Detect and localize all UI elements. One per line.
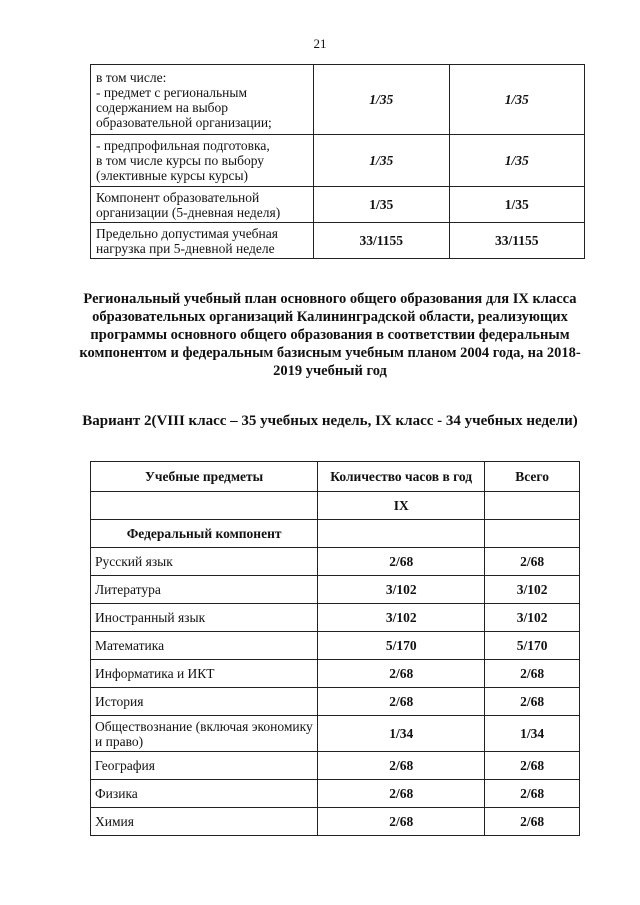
hours-cell: 2/68: [318, 780, 485, 808]
hours-cell: 2/68: [318, 548, 485, 576]
grade-cell: IX: [318, 492, 485, 520]
table-row: [91, 780, 580, 808]
curriculum-table: [90, 461, 580, 836]
hours-cell: 3/102: [318, 604, 485, 632]
total-cell: 1/35: [449, 135, 584, 187]
empty-cell: [485, 492, 580, 520]
table-row: [91, 135, 585, 187]
variant-heading: Вариант 2(VIII класс – 35 учебных недель, IX класс - 34 учебных недели): [82, 413, 578, 429]
total-cell: 3/102: [485, 604, 580, 632]
hours-cell: 5/170: [318, 632, 485, 660]
section-label: Федеральный компонент: [91, 520, 318, 548]
row-label: [91, 223, 314, 259]
hours-cell: 1/35: [314, 187, 449, 223]
table-row: [91, 548, 580, 576]
table-row: [91, 808, 580, 836]
total-cell: 33/1155: [449, 223, 584, 259]
total-cell: 3/102: [485, 576, 580, 604]
hours-cell: 33/1155: [314, 223, 449, 259]
total-cell: 5/170: [485, 632, 580, 660]
hours-cell: 2/68: [318, 660, 485, 688]
table-row: [91, 576, 580, 604]
total-cell: 1/35: [449, 65, 584, 135]
hours-cell: 2/68: [318, 752, 485, 780]
total-cell: 2/68: [485, 660, 580, 688]
total-cell: 2/68: [485, 548, 580, 576]
label-line: образовательной организации;: [96, 114, 272, 130]
table-row: [91, 688, 580, 716]
subject-cell: История: [91, 688, 318, 716]
total-cell: 1/35: [449, 187, 584, 223]
hours-cell: 2/68: [318, 808, 485, 836]
label-line: организации (5-дневная неделя): [96, 204, 281, 220]
total-cell: 2/68: [485, 688, 580, 716]
row-label: [91, 135, 314, 187]
section-row: [91, 520, 580, 548]
subject-cell: Обществознание (включая экономику и право): [91, 716, 318, 752]
total-cell: 2/68: [485, 808, 580, 836]
total-cell: 2/68: [485, 780, 580, 808]
label-line: Компонент образовательной: [96, 189, 260, 205]
subject-cell: Физика: [91, 780, 318, 808]
subject-cell: География: [91, 752, 318, 780]
hours-header: Количество часов в год: [318, 462, 485, 492]
plan-title: Региональный учебный план основного общего образования для IX класса образовательных организаций Калининградской области, реализующих программы основного общего образования в соответствии федеральным компонентом и федеральным базисным учебным планом 2004 года, на 2018-2019 учебный год: [79, 291, 581, 379]
subject-cell: Иностранный язык: [91, 604, 318, 632]
table-row: [91, 660, 580, 688]
subject-cell: Математика: [91, 632, 318, 660]
label-line: - предмет с региональным: [96, 84, 248, 100]
page-number: 21: [313, 36, 327, 51]
total-cell: 2/68: [485, 752, 580, 780]
hours-cell: 1/34: [318, 716, 485, 752]
label-line: в том числе курсы по выбору: [96, 153, 265, 168]
table-row: [91, 632, 580, 660]
table-row: [91, 752, 580, 780]
hours-cell: 2/68: [318, 688, 485, 716]
total-cell: 1/34: [485, 716, 580, 752]
table-row: [91, 604, 580, 632]
empty-cell: [91, 492, 318, 520]
row-label: [91, 187, 314, 223]
subject-cell: Информатика и ИКТ: [91, 660, 318, 688]
row-label: [91, 65, 314, 135]
table-row: [91, 65, 585, 135]
hours-cell: 1/35: [314, 135, 449, 187]
table-row: [91, 223, 585, 259]
grade-row: [91, 492, 580, 520]
label-line: нагрузка при 5-дневной неделе: [96, 240, 275, 256]
total-header: Всего: [485, 462, 580, 492]
hours-cell: 1/35: [314, 65, 449, 135]
header-row: [91, 462, 580, 492]
subject-cell: Русский язык: [91, 548, 318, 576]
subject-cell: Химия: [91, 808, 318, 836]
empty-cell: [318, 520, 485, 548]
empty-cell: [485, 520, 580, 548]
hours-cell: 3/102: [318, 576, 485, 604]
label-line: (элективные курсы курсы): [96, 168, 249, 183]
table-row: [91, 716, 580, 752]
table-row: [91, 187, 585, 223]
label-line: Предельно допустимая учебная: [96, 225, 278, 241]
subject-rows: [91, 548, 580, 836]
label-line: в том числе:: [96, 69, 167, 85]
subject-cell: Литература: [91, 576, 318, 604]
label-line: содержанием на выбор: [96, 99, 229, 115]
label-line: - предпрофильная подготовка,: [96, 138, 270, 153]
subjects-header: Учебные предметы: [91, 462, 318, 492]
top-table: [90, 64, 585, 259]
